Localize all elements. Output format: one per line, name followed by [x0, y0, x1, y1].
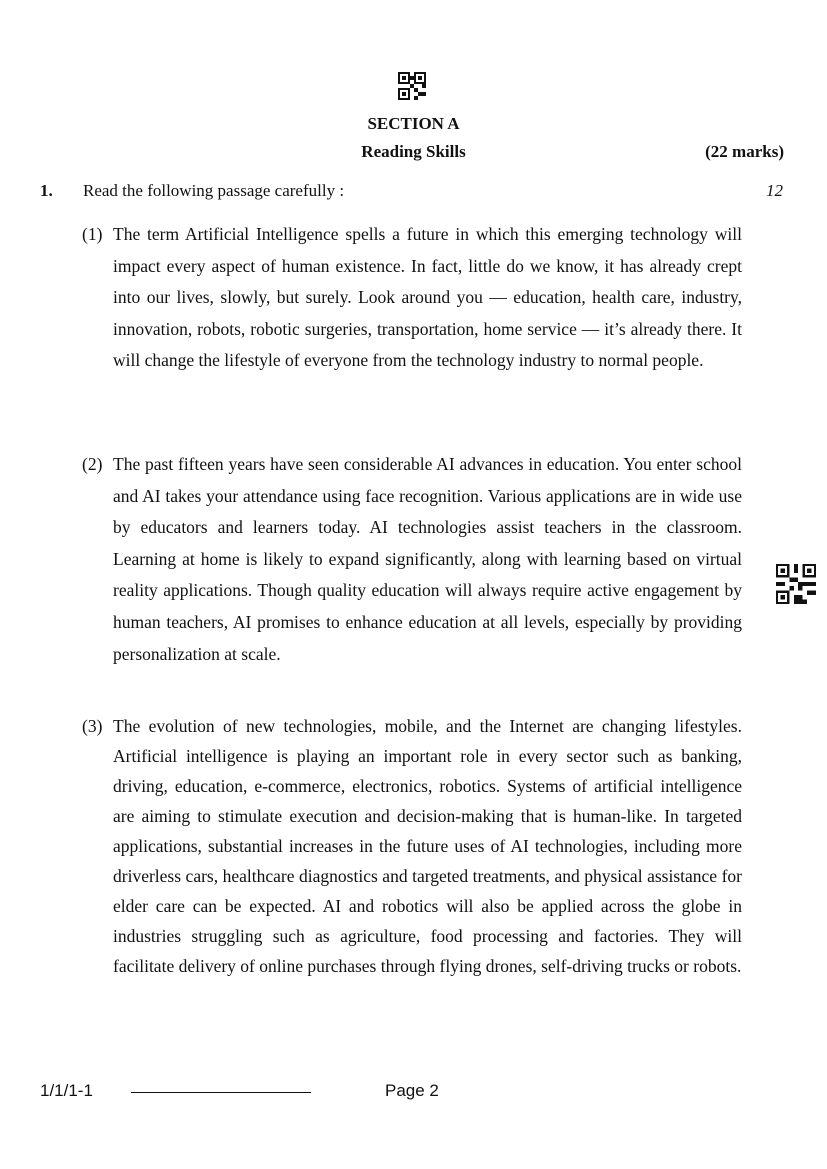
qr-code-icon — [398, 72, 426, 100]
qr-code-icon — [776, 564, 816, 604]
paragraph-text: The term Artificial Intelligence spells a future in which this emerging technology will impact every aspect of human existence. In fact, little do we know, it has already crept into our lives, slowly, but surely. Look around you — education, health care, industry, innovation, robots, robotic surgeries, transportation, home service — it’s already there. It will change the lifestyle of everyone from the technology industry to normal people. — [113, 224, 742, 371]
question-instruction: Read the following passage carefully : — [83, 181, 345, 200]
paper-code: 1/1/1-1 — [40, 1081, 93, 1100]
passage-paragraph-1 — [82, 219, 742, 377]
footer-divider — [131, 1092, 311, 1093]
section-title: SECTION A — [367, 114, 460, 133]
paragraph-number: (2) — [82, 454, 103, 474]
paragraph-number: (3) — [82, 716, 103, 736]
section-subtitle: Reading Skills — [361, 142, 466, 161]
section-marks: (22 marks) — [705, 142, 784, 161]
question-number: 1. — [40, 181, 53, 200]
paragraph-number: (1) — [82, 224, 103, 244]
page-number: Page 2 — [385, 1081, 439, 1100]
paragraph-text: The past fifteen years have seen considerable AI advances in education. You enter school and AI takes your attendance using face recognition. Various applications are in wide use by educators and learners today. AI technologies assist teachers in the classroom. Learning at home is likely to expand significantly, along with learning based on virtual reality applications. Though quality education will always require active engagement by human teachers, AI promises to enhance education at all levels, especially by providing personalization at scale. — [113, 454, 742, 664]
passage-paragraph-2 — [82, 449, 742, 670]
question-marks: 12 — [766, 181, 783, 200]
passage-paragraph-3 — [82, 711, 742, 981]
paragraph-text: The evolution of new technologies, mobile, and the Internet are changing lifestyles. Artificial intelligence is playing an important role in every sector such as banking, driving, education, e-commerce, electronics, robotics. Systems of artificial intelligence are aiming to stimulate execution and decision-making that is human-like. In targeted applications, substantial increases in the future uses of AI technologies, including more driverless cars, healthcare diagnostics and targeted treatments, and physical assistance for elder care can be expected. AI and robotics will also be applied across the globe in industries struggling such as agriculture, food processing and factories. They will facilitate delivery of online purchases through flying drones, self-driving trucks or robots. — [113, 716, 742, 976]
